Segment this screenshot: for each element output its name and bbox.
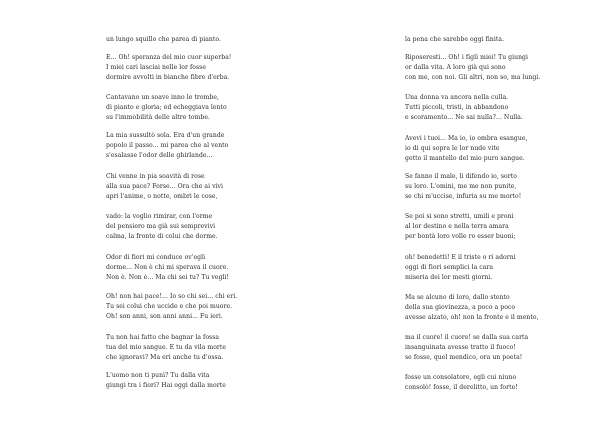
verse-line: Se fanno il male, li difendo io, sorto (405, 173, 517, 180)
stanza (405, 172, 521, 202)
verse-line: Odor di fiori mi conduce ov'egli (106, 254, 206, 261)
verse-line: calma, la fronte di colui che dorme. (106, 233, 218, 240)
verse-line: Avevi i tuoi... Ma io, io ombra esangue, (405, 135, 528, 142)
stanza (106, 53, 231, 83)
verse-line: Chi venne in pia soavità di rose (106, 173, 205, 180)
verse-line: della sua giovinezza, a poco a poco (405, 304, 516, 311)
verse-line: un lungo squillo che parea di pianto. (106, 36, 221, 43)
verse-line: La mia sussultò sola. Era d'un grande (106, 132, 225, 139)
verse-line: io di qui sopra le lor nude vite (405, 145, 500, 152)
verse-line: Una donna va ancora nella culla. (405, 94, 509, 101)
stanza (106, 35, 221, 45)
verse-line: apri l'anime, o notte, ombri le cose, (106, 193, 218, 200)
verse-line: Ma se alcuno di loro, dallo stento (405, 294, 510, 301)
verse-line: se fosse, quel mendico, ora un poeta! (405, 354, 523, 361)
verse-line: or dalla vita. A loro già qui sono (405, 64, 506, 71)
verse-line: Tu non hai fatto che bagnar la fossa (106, 334, 220, 341)
stanza (405, 35, 504, 45)
stanza (106, 172, 223, 202)
stanza (106, 333, 226, 363)
verse-line: consolò! fosse, il derelitto, un forte! (405, 384, 518, 391)
verse-line: di pianto e gloria; ed echeggiava lento (106, 104, 227, 111)
verse-line: popolo il passo... mi parea che al vento (106, 142, 229, 149)
verse-line: miseria dei lor mesti giorni. (405, 274, 493, 281)
verse-line: oggi di fiori semplici la cara (405, 264, 494, 271)
verse-line: con me, con noi. Gli altri, non so, ma lungi. (405, 74, 541, 81)
stanza (106, 253, 229, 283)
stanza (106, 292, 237, 322)
verse-line: al lor destino e nella terra amara (405, 223, 509, 230)
verse-line: dorme... Non è chi mi sperava il cuore. (106, 264, 229, 271)
verse-line: tua del mio sangue. E tu da vila morte (106, 344, 227, 351)
stanza (106, 93, 227, 123)
stanza (405, 253, 516, 283)
verse-line: s'esalasse l'odor delle ghirlande... (106, 152, 213, 159)
verse-line: avesse alzato, oh! non la fronte e il mento, (405, 314, 539, 321)
verse-line: la pena che sarebbe oggi finita. (405, 36, 505, 43)
verse-line: Oh! non hai pace!... Io so chi sei... chi eri. (106, 293, 238, 300)
verse-line: Riposeresti... Oh! i figli miei! Tu giungi (405, 54, 529, 61)
verse-line: Non è. Non è... Ma chi sei tu? Tu vegli! (106, 274, 230, 281)
stanza (405, 212, 516, 242)
verse-line: giungi tra i fiori? Hai oggi dalla morte (106, 382, 226, 389)
verse-line: getto il mantello del mio puro sangue. (405, 155, 525, 162)
verse-line: per bontà loro volle ro esser buoni; (405, 233, 516, 240)
verse-line: Cantavano un soave inno le trombe, (106, 94, 219, 101)
verse-line: su loro. L'omini, me me non punite, (405, 183, 517, 190)
verse-line: I miei cari lasciai nelle lor fosse (106, 64, 206, 71)
verse-line: fosse un consolatore, egli cui niuno (405, 374, 517, 381)
stanza (405, 134, 528, 164)
stanza (106, 371, 226, 391)
stanza (405, 293, 539, 323)
stanza (106, 131, 228, 161)
stanza (405, 93, 523, 123)
stanza (405, 53, 540, 83)
verse-line: E... Oh! speranza del mio cuor superba! (106, 54, 232, 61)
verse-line: Se poi si sono stretti, umili e proni (405, 213, 514, 220)
verse-line: alla sua pace? Forse... Ora che ai vivi (106, 183, 224, 190)
verse-line: vado: la voglio rimirar, con l'orme (106, 213, 213, 220)
verse-line: ma il cuore! il cuore! se dalla sua carta (405, 334, 529, 341)
verse-line: oh! benedetti! E il triste o ri adorni (405, 254, 516, 261)
verse-line: Oh! son anni, son anni anni... Fu ieri. (106, 313, 223, 320)
verse-line: che ignoravi? Ma eri anche tu d'ossa. (106, 354, 224, 361)
verse-line: Tu sei colui che uccide e che poi muore. (106, 303, 233, 310)
verse-line: L'uomo non ti punì? Tu dalla vita (106, 372, 210, 379)
stanza (106, 212, 218, 242)
verse-line: se chi m'uccise, infuria su me morto! (405, 193, 522, 200)
stanza (405, 333, 528, 363)
verse-line: del pensiero ma già sui semprevivi (106, 223, 216, 230)
verse-line: dormire avvolti in bianche fibre d'erba. (106, 74, 230, 81)
verse-line: e scoramento... Ne sai nulla?... Nulla. (405, 114, 523, 121)
verse-line: Tutti piccoli, tristi, in abbandono (405, 104, 509, 111)
stanza (405, 373, 518, 393)
verse-line: su l'immobilità delle altre tombe. (106, 114, 211, 121)
verse-line: insanguinata avesse tratto il fuoco! (405, 344, 516, 351)
